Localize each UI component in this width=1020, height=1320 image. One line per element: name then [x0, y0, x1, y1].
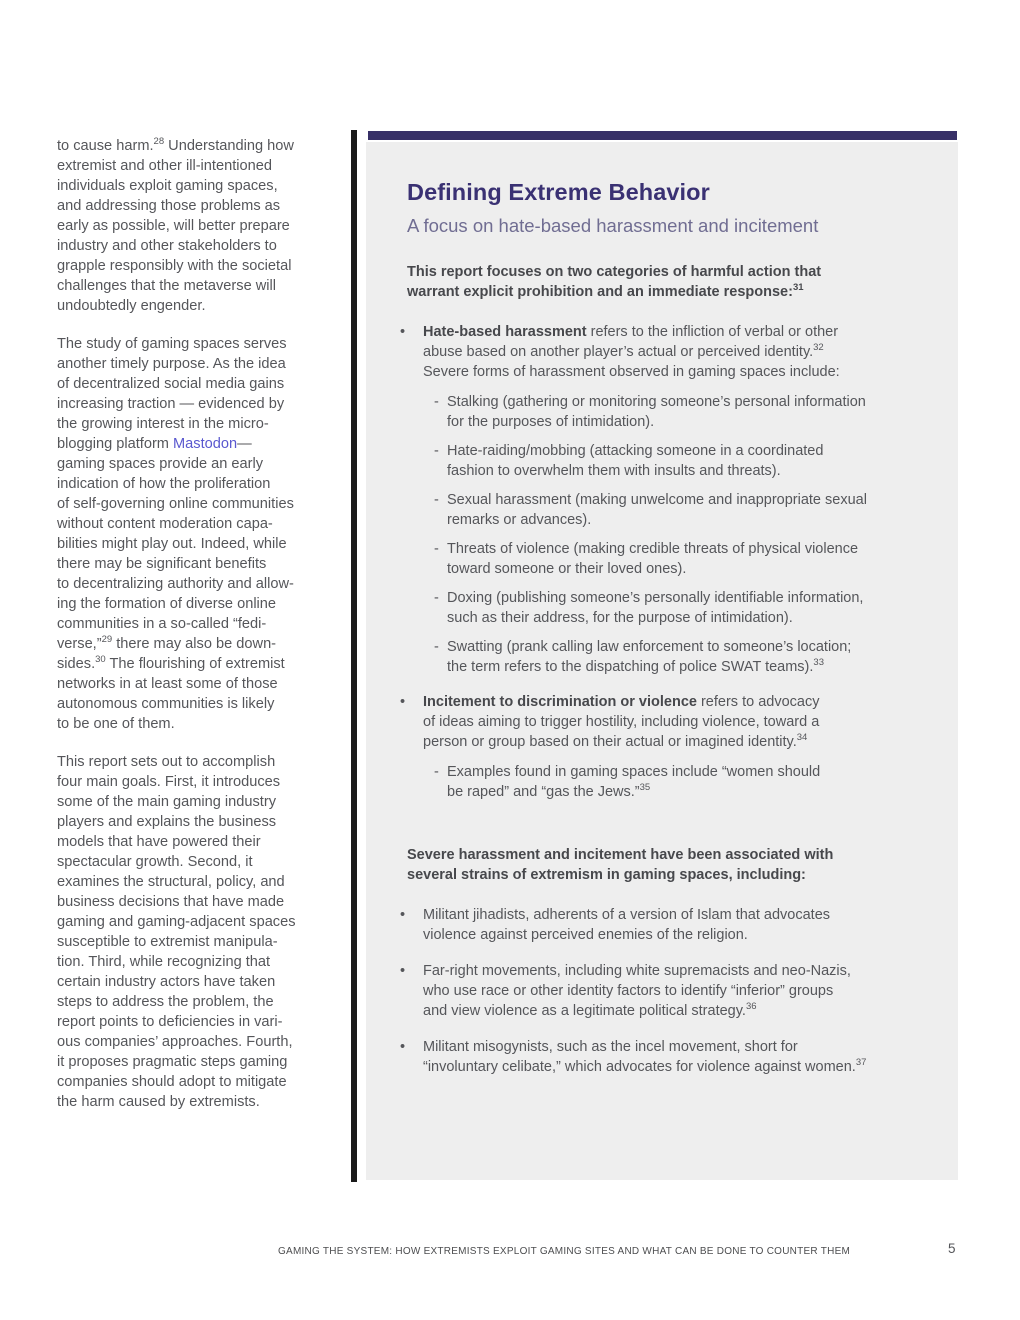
- bullet-text: Stalking (gathering or monitoring someone’s personal information for the purposes of intimidation).: [447, 394, 866, 430]
- panel-subtitle: A focus on hate-based harassment and incitement: [407, 215, 819, 236]
- panel-title: Defining Extreme Behavior: [407, 179, 710, 205]
- body-paragraph: This report sets out to accomplish four main goals. First, it introduces some of the main gaming industry players and explains the business models that have powered their spectacular growth. Second, it examines the structural, policy, and business decisions that have made gaming and gaming-adjacent spaces susceptible to extremist manipula- tion. Third, while recognizing that certain industry actors have taken steps to address the problem, the report points to deficiencies in vari- ous companies’ approaches. Fourth, it proposes pragmatic steps gaming companies should adopt to mitigate the harm caused by extremists.: [57, 754, 296, 1110]
- footnote-ref: 32: [813, 342, 824, 354]
- footnote-ref: 37: [855, 1057, 867, 1069]
- bullet-marker: •: [400, 1039, 406, 1055]
- bullet-item: [400, 322, 934, 382]
- sub-bullet-item: [434, 637, 934, 677]
- bullet-text: Swatting (prank calling law enforcement to someone’s location; the term refers to the dispatching of police SWAT teams).$^{33}$: [447, 639, 852, 675]
- bullet-marker: •: [400, 694, 406, 710]
- panel-body: [400, 262, 934, 1087]
- dash-marker: -: [434, 492, 439, 508]
- definition-panel: [366, 142, 958, 1180]
- panel-lead-paragraph: This report focuses on two categories of harmful action that warrant explicit prohibition and an immediate response:$^{31}$: [407, 264, 822, 300]
- bullet-marker: •: [400, 963, 406, 979]
- sub-bullet-item: [434, 392, 934, 432]
- bold-lead-text: Incitement to discrimination or violence: [423, 694, 697, 710]
- sub-bullet-item: [434, 490, 934, 530]
- bullet-text: Sexual harassment (making unwelcome and inappropriate sexual remarks or advances).: [447, 492, 867, 528]
- footnote-ref: 33: [813, 657, 824, 669]
- bullet-item: [400, 961, 934, 1021]
- footnote-ref: 35: [639, 782, 651, 794]
- mastodon-link[interactable]: Mastodon: [173, 436, 238, 452]
- bold-lead-text: Hate-based harassment: [423, 324, 587, 340]
- sub-bullet-item: [434, 539, 934, 579]
- footnote-ref: 29: [101, 634, 113, 646]
- sub-bullet-item: [434, 588, 934, 628]
- page-number: 5: [948, 1241, 956, 1256]
- bullet-item: [400, 905, 934, 945]
- dash-marker: -: [434, 443, 439, 459]
- sub-bullet-item: [434, 762, 934, 802]
- bullet-item: [400, 1037, 934, 1077]
- bullet-marker: •: [400, 324, 406, 340]
- panel-lead-paragraph: Severe harassment and incitement have been associated with several strains of extremism in gaming spaces, including:: [407, 847, 834, 883]
- bullet-text: Militant misogynists, such as the incel movement, short for “involuntary celibate,” which advocates for violence against women.$^{37}$: [423, 1039, 867, 1075]
- bullet-text: Examples found in gaming spaces include “women should be raped” and “gas the Jews.”$^{35}$: [447, 764, 821, 800]
- bullet-text: Hate-based harassment refers to the infliction of verbal or other abuse based on another player’s actual or perceived identity.$^{32}$ Severe forms of harassment observed in gaming spaces include:: [423, 324, 840, 380]
- dash-marker: -: [434, 639, 439, 655]
- bullet-text: Hate-raiding/mobbing (attacking someone in a coordinated fashion to overwhelm them with insults and threats).: [447, 443, 824, 479]
- bullet-item: [400, 692, 934, 752]
- footnote-ref: 31: [792, 282, 804, 294]
- bullet-text: Far-right movements, including white supremacists and neo-Nazis, who use race or other identity factors to identify “inferior” groups and view violence as a legitimate political strategy.$^{36}$: [423, 963, 851, 1019]
- dash-marker: -: [434, 394, 439, 410]
- section-divider-rule: [351, 130, 357, 1182]
- bullet-marker: •: [400, 907, 406, 923]
- body-paragraph: to cause harm.$^{28}$ Understanding how extremist and other ill-intentioned individuals exploit gaming spaces, and addressing those problems as early as possible, will better prepare industry and other stakeholders to grapple responsibly with the societal challenges that the metaverse will undoubtedly engender.: [57, 136, 294, 314]
- panel-accent-bar: [368, 131, 957, 140]
- sub-bullet-item: [434, 441, 934, 481]
- footnote-ref: 30: [95, 654, 106, 666]
- dash-marker: -: [434, 590, 439, 606]
- footnote-ref: 36: [745, 1001, 757, 1013]
- bullet-text: Incitement to discrimination or violence refers to advocacy of ideas aiming to trigger hostility, including violence, toward a person or group based on their actual or imagined identity.$^{34}$: [423, 694, 820, 750]
- bullet-text: Militant jihadists, adherents of a version of Islam that advocates violence against perceived enemies of the religion.: [423, 907, 831, 943]
- footer-running-title: GAMING THE SYSTEM: HOW EXTREMISTS EXPLOIT GAMING SITES AND WHAT CAN BE DONE TO COUNTER THEM: [278, 1246, 851, 1257]
- footnote-ref: 34: [796, 732, 808, 744]
- footnote-ref: 28: [153, 136, 165, 148]
- left-text-column: [57, 136, 349, 1130]
- bullet-text: Doxing (publishing someone’s personally identifiable information, such as their address, for the purpose of intimidation).: [447, 590, 864, 626]
- bullet-text: Threats of violence (making credible threats of physical violence toward someone or their loved ones).: [447, 541, 859, 577]
- dash-marker: -: [434, 541, 439, 557]
- dash-marker: -: [434, 764, 439, 780]
- body-paragraph: The study of gaming spaces serves another timely purpose. As the idea of decentralized social media gains increasing traction — evidenced by the growing interest in the micro- blogging platform Mastodon— gaming spaces provide an early indication of how the proliferation of self-governing online communities without content moderation capa- bilities might play out. Indeed, while there may be significant benefits to decentralizing authority and allow- ing the formation of diverse online communities in a so-called “fedi- verse,”$^{29}$ there may also be down- sides.$^{30}$ The flourishing of extremist networks in at least some of those autonomous communities is likely to be one of them.: [57, 336, 294, 732]
